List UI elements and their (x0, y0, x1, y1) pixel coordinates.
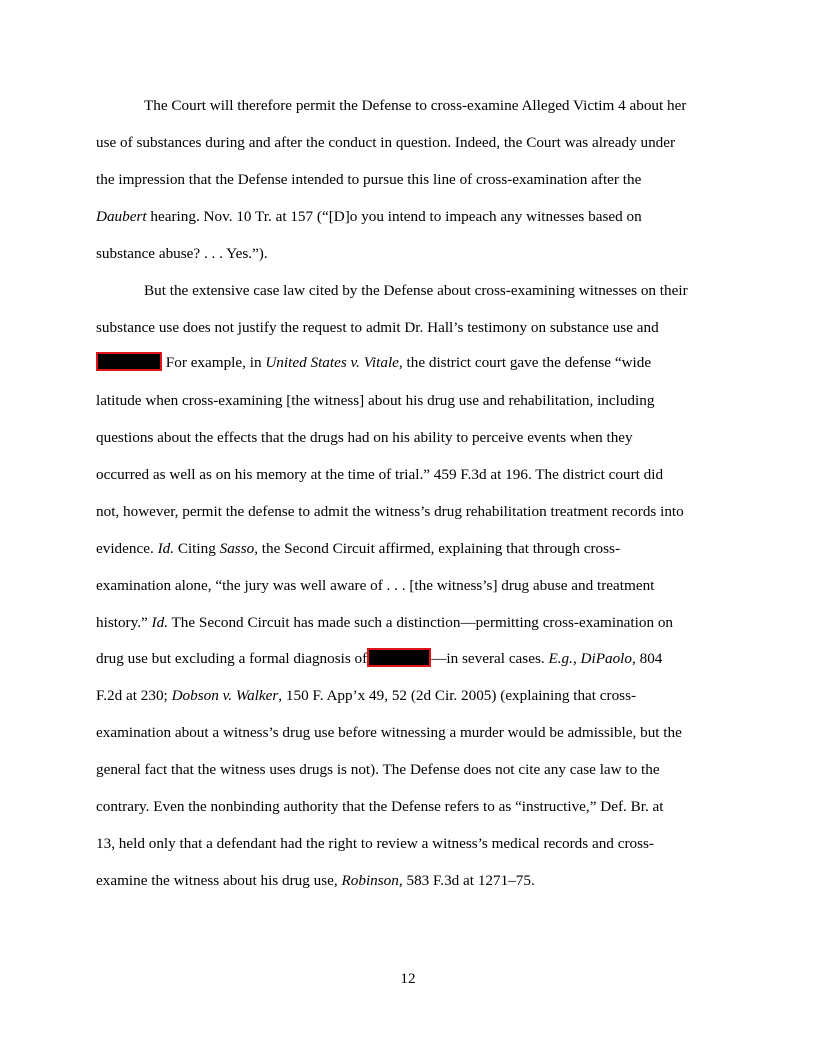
text-run: examine the witness about his drug use, (96, 872, 342, 889)
text-run: , the Second Circuit affirmed, explaining that through cross- (254, 540, 621, 557)
text-line: general fact that the witness uses drugs is not). The Defense does not cite any case law to the (96, 761, 660, 778)
text-run: , 804 (632, 650, 663, 667)
text-run: , 583 F.3d at 1271–75. (398, 872, 535, 889)
case-name: Robinson (341, 872, 399, 889)
text-line: The Court will therefore permit the Defense to cross-examine Alleged Victim 4 about her (144, 97, 687, 114)
text-run: , the district court gave the defense “wide (398, 354, 652, 371)
case-name: Sasso (219, 540, 255, 557)
text-line: questions about the effects that the drugs had on his ability to perceive events when they (96, 429, 633, 446)
case-name: Dobson v. Walker (171, 687, 279, 704)
text-line: occurred as well as on his memory at the time of trial.” 459 F.3d at 196. The district court did (96, 466, 664, 483)
text-run: hearing. Nov. 10 Tr. at 157 (“[D]o you intend to impeach any witnesses based on (146, 208, 642, 225)
text-line: examination about a witness’s drug use before witnessing a murder would be admissible, but the (96, 724, 682, 741)
case-name: United States v. Vitale (265, 354, 399, 371)
text-run: , 150 F. App’x 49, 52 (2d Cir. 2005) (explaining that cross- (278, 687, 637, 704)
text-line (96, 207, 642, 227)
text-line: use of substances during and after the conduct in question. Indeed, the Court was already under (96, 134, 676, 151)
text-line: the impression that the Defense intended to pursue this line of cross-examination after the (96, 171, 642, 188)
text-run: For example, in (162, 354, 266, 371)
text-line (96, 648, 662, 669)
text-line: latitude when cross-examining [the witness] about his drug use and rehabilitation, including (96, 392, 655, 409)
text-run: evidence. (96, 540, 158, 557)
case-name: DiPaolo (580, 650, 632, 667)
redaction-box (367, 648, 431, 667)
case-name: Daubert (96, 208, 147, 225)
text-run: The Second Circuit has made such a distinction—permitting cross-examination on (168, 614, 674, 631)
text-run: drug use but excluding a formal diagnosis of (96, 650, 368, 667)
text-run: history.” (96, 614, 152, 631)
page-number: 12 (400, 970, 416, 987)
text-run: , (572, 650, 581, 667)
text-line (96, 686, 636, 706)
text-line: contrary. Even the nonbinding authority that the Defense refers to as “instructive,” Def. Br. at (96, 798, 664, 815)
text-run: —in several cases. (431, 650, 549, 667)
text-line: But the extensive case law cited by the Defense about cross-examining witnesses on their (144, 282, 688, 299)
text-line: examination alone, “the jury was well aware of . . . [the witness’s] drug abuse and treatment (96, 577, 655, 594)
text-line: not, however, permit the defense to admit the witness’s drug rehabilitation treatment records into (96, 503, 684, 520)
text-line (96, 352, 651, 373)
citation-signal: E.g. (548, 650, 573, 667)
text-run: Citing (174, 540, 220, 557)
text-line: substance abuse? . . . Yes.”). (96, 245, 268, 262)
text-line (96, 613, 673, 633)
citation-signal: Id. (151, 614, 168, 631)
citation-signal: Id. (157, 540, 175, 557)
redaction-box (96, 352, 162, 371)
text-run: F.2d at 230; (96, 687, 172, 704)
text-line (96, 871, 535, 891)
text-line: 13, held only that a defendant had the right to review a witness’s medical records and cross- (96, 835, 654, 852)
text-line (96, 539, 620, 559)
text-line: substance use does not justify the request to admit Dr. Hall’s testimony on substance use and (96, 319, 659, 336)
